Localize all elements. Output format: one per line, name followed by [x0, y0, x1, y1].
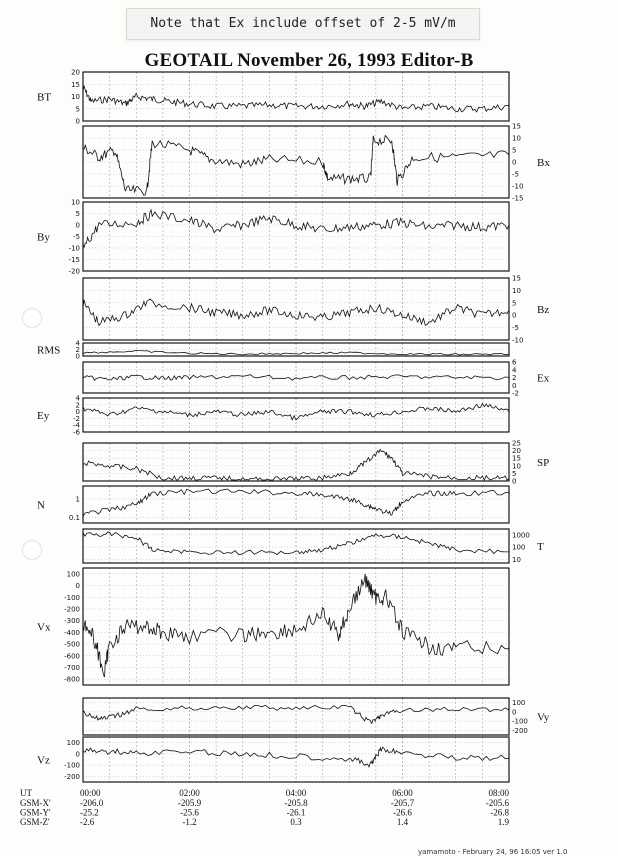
time-tick-label: 00:00: [80, 788, 101, 798]
by-tick-label: 0: [75, 221, 80, 230]
orbit-row-value: 1.9: [497, 817, 509, 827]
ey-tick-label: -4: [73, 421, 80, 430]
t-tick-label: 10: [512, 555, 521, 564]
orbit-row-value: -1.2: [182, 817, 197, 827]
ut-axis-label: UT: [20, 788, 32, 798]
by-tick-label: -15: [68, 256, 80, 264]
time-tick-label: 04:00: [285, 788, 307, 798]
by-tick-label: -20: [68, 267, 80, 276]
vy-tick-label: -100: [512, 717, 528, 726]
vx-tick-label: -300: [64, 617, 80, 626]
bx-tick-label: -5: [512, 170, 519, 179]
vz-panel-label: Vz: [37, 754, 50, 767]
bz-tick-label: 15: [512, 274, 521, 283]
bz-tick-label: -5: [512, 324, 519, 333]
bt-tick-label: 20: [71, 68, 80, 77]
ex-tick-label: 4: [512, 366, 517, 375]
bt-tick-label: 5: [75, 105, 80, 114]
sp-tick-label: 20: [512, 447, 521, 456]
n-tick-label: 1: [75, 495, 80, 504]
vx-tick-label: -800: [64, 675, 80, 684]
bz-tick-label: 0: [512, 311, 517, 320]
sp-tick-label: 5: [512, 469, 517, 478]
bx-tick-label: 5: [512, 146, 517, 155]
vy-tick-label: 100: [512, 699, 526, 708]
orbit-row-value: -206.0: [80, 798, 104, 808]
ex-panel-label: Ex: [537, 372, 550, 385]
bt-tick-label: 10: [71, 93, 80, 101]
sp-tick-label: 0: [512, 477, 517, 486]
by-panel-label: By: [37, 231, 50, 244]
by-tick-label: 10: [71, 198, 80, 207]
vx-tick-label: -700: [64, 663, 80, 672]
bz-tick-label: 5: [512, 299, 517, 308]
t-series-line: [83, 532, 509, 555]
t-tick-label: 100: [512, 543, 526, 552]
vz-tick-label: 0: [75, 750, 80, 759]
orbit-row-value: -2.6: [80, 817, 95, 827]
bz-tick-label: -10: [512, 336, 524, 345]
ex-tick-label: 2: [512, 374, 517, 382]
orbit-row-value: 0.3: [290, 817, 302, 827]
vx-tick-label: -600: [64, 652, 80, 661]
bx-tick-label: 15: [512, 122, 521, 131]
footer-credit: yamamoto - February 24, 96 16:05 ver 1.0: [418, 848, 568, 856]
vy-tick-label: 0: [512, 708, 517, 717]
bx-tick-label: -15: [512, 194, 524, 203]
bx-panel-label: Bx: [537, 157, 550, 169]
ey-tick-label: 2: [75, 401, 80, 410]
sp-panel-label: SP: [537, 457, 550, 469]
by-tick-label: 5: [75, 210, 80, 218]
chart-title: GEOTAIL November 26, 1993 Editor-B: [144, 50, 474, 71]
ex-tick-label: 6: [512, 358, 517, 367]
orbit-row-value: -205.6: [485, 798, 509, 808]
bx-tick-label: -10: [512, 182, 524, 191]
sp-tick-label: 25: [512, 439, 521, 448]
by-tick-label: -10: [68, 244, 80, 253]
orbit-row-value: -26.8: [490, 807, 509, 818]
rms-tick-label: 2: [75, 346, 80, 354]
vz-tick-label: 100: [66, 739, 80, 748]
vx-tick-label: -400: [64, 628, 80, 637]
orbit-row-label: GSM-Y': [20, 807, 51, 818]
ey-tick-label: -2: [73, 414, 80, 423]
bt-panel-label: BT: [37, 91, 52, 104]
orbit-row-value: -205.9: [177, 798, 202, 808]
time-tick-label: 02:00: [179, 788, 200, 798]
vx-tick-label: 0: [75, 582, 80, 591]
ey-panel-label: Ey: [37, 410, 50, 422]
ey-tick-label: -6: [73, 428, 80, 437]
ex-tick-label: -2: [512, 389, 519, 398]
time-tick-label: 08:00: [488, 788, 509, 798]
vy-tick-label: -200: [512, 726, 528, 735]
orbit-row-label: GSM-X': [20, 798, 51, 808]
bt-tick-label: 15: [71, 80, 80, 89]
vx-tick-label: -100: [64, 593, 80, 602]
vx-tick-label: -500: [64, 640, 80, 649]
bx-tick-label: 0: [512, 158, 517, 167]
t-tick-label: 1000: [512, 531, 530, 540]
rms-tick-label: 0: [75, 352, 80, 361]
ey-tick-label: 4: [75, 394, 80, 403]
t-panel-label: T: [537, 541, 544, 553]
orbit-row-value: -205.7: [390, 798, 415, 808]
vx-tick-label: -200: [64, 605, 80, 614]
offset-note: Note that Ex include offset of 2-5 mV/m: [126, 8, 480, 40]
orbit-row-value: -25.2: [80, 807, 99, 818]
vz-panel-frame: [83, 737, 509, 782]
ex-tick-label: 0: [512, 381, 517, 390]
orbit-row-value: -25.6: [180, 807, 199, 818]
sp-tick-label: 10: [512, 462, 521, 471]
vx-panel-label: Vx: [37, 621, 51, 634]
by-tick-label: -5: [73, 233, 80, 241]
time-tick-label: 06:00: [392, 788, 413, 798]
vz-tick-label: -100: [64, 761, 80, 770]
orbit-row-value: -26.1: [286, 807, 306, 818]
orbit-row-value: 1.4: [396, 817, 409, 827]
bx-tick-label: 10: [512, 134, 521, 143]
vz-tick-label: -200: [64, 772, 80, 781]
orbit-row-value: -26.6: [393, 807, 412, 818]
rms-panel-label: RMS: [37, 344, 61, 357]
orbit-row-label: GSM-Z': [20, 817, 50, 827]
vy-panel-label: Vy: [537, 711, 550, 724]
bt-tick-label: 0: [75, 117, 80, 126]
sp-tick-label: 15: [512, 454, 521, 463]
orbit-row-value: -205.8: [284, 798, 308, 808]
n-panel-label: N: [37, 499, 45, 512]
n-tick-label: 0.1: [68, 513, 80, 522]
bz-tick-label: 10: [512, 286, 521, 295]
vx-tick-label: 100: [66, 570, 80, 579]
ey-tick-label: 0: [75, 408, 80, 417]
bz-panel-label: Bz: [537, 304, 550, 316]
rms-tick-label: 4: [75, 339, 80, 348]
